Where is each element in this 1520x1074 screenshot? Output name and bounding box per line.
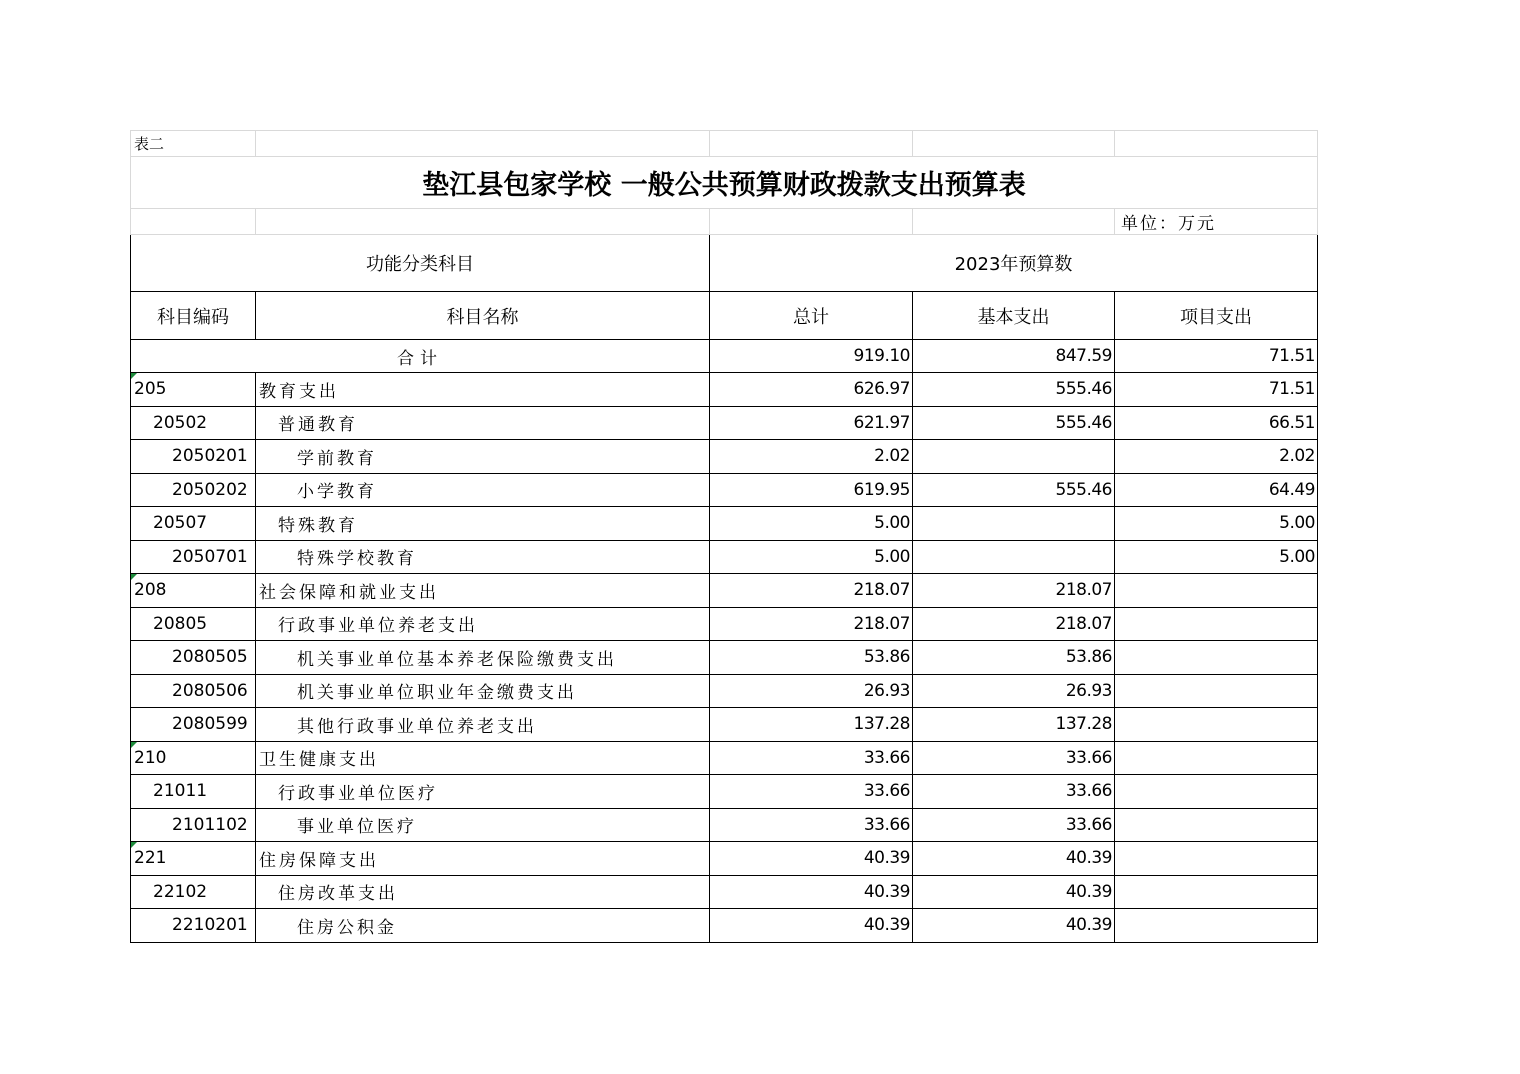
row-name: 机关事业单位职业年金缴费支出	[256, 674, 710, 708]
budget-sheet	[130, 130, 1317, 943]
row-project	[1115, 708, 1318, 742]
header-name: 科目名称	[256, 292, 710, 340]
row-code: 205	[131, 373, 256, 407]
row-basic: 218.07	[913, 574, 1115, 608]
row-total: 40.39	[710, 842, 913, 876]
row-basic	[913, 440, 1115, 474]
row-name: 行政事业单位医疗	[256, 775, 710, 809]
total-project: 71.51	[1115, 340, 1318, 373]
total-label: 合计	[131, 340, 710, 373]
row-project: 66.51	[1115, 406, 1318, 440]
row-name: 住房改革支出	[256, 875, 710, 909]
row-name: 特殊教育	[256, 507, 710, 541]
table-row	[131, 708, 1318, 742]
row-code: 2050201	[131, 440, 256, 474]
row-total: 2.02	[710, 440, 913, 474]
table-row	[131, 674, 1318, 708]
row-name: 特殊学校教育	[256, 540, 710, 574]
unit-label: 单位：万元	[1115, 209, 1318, 235]
header-row-2	[131, 292, 1318, 340]
table-label: 表二	[131, 131, 256, 157]
title-row	[131, 157, 1318, 209]
row-basic: 555.46	[913, 373, 1115, 407]
row-project: 2.02	[1115, 440, 1318, 474]
header-row-1	[131, 235, 1318, 292]
header-basic: 基本支出	[913, 292, 1115, 340]
row-basic: 53.86	[913, 641, 1115, 675]
row-project: 5.00	[1115, 540, 1318, 574]
table-row	[131, 473, 1318, 507]
row-project: 5.00	[1115, 507, 1318, 541]
row-name: 卫生健康支出	[256, 741, 710, 775]
budget-table-body	[131, 235, 1318, 943]
header-total: 总计	[710, 292, 913, 340]
row-total: 5.00	[710, 540, 913, 574]
row-project	[1115, 607, 1318, 641]
row-name: 行政事业单位养老支出	[256, 607, 710, 641]
header-functional-category: 功能分类科目	[131, 235, 710, 292]
row-code: 2101102	[131, 808, 256, 842]
total-basic: 847.59	[913, 340, 1115, 373]
row-code: 20805	[131, 607, 256, 641]
row-name: 住房公积金	[256, 909, 710, 943]
row-code: 2080599	[131, 708, 256, 742]
row-name: 机关事业单位基本养老保险缴费支出	[256, 641, 710, 675]
row-name: 小学教育	[256, 473, 710, 507]
row-total: 33.66	[710, 775, 913, 809]
table-row	[131, 875, 1318, 909]
row-total: 619.95	[710, 473, 913, 507]
table-row	[131, 842, 1318, 876]
row-project	[1115, 674, 1318, 708]
header-budget-group: 2023年预算数	[710, 235, 1318, 292]
row-basic: 555.46	[913, 406, 1115, 440]
table-row	[131, 741, 1318, 775]
row-name: 普通教育	[256, 406, 710, 440]
row-basic: 40.39	[913, 875, 1115, 909]
row-name: 学前教育	[256, 440, 710, 474]
table-row	[131, 775, 1318, 809]
row-total: 40.39	[710, 909, 913, 943]
row-total: 5.00	[710, 507, 913, 541]
row-code: 208	[131, 574, 256, 608]
row-total: 33.66	[710, 741, 913, 775]
total-row	[131, 340, 1318, 373]
row-name: 事业单位医疗	[256, 808, 710, 842]
row-total: 40.39	[710, 875, 913, 909]
row-code: 2050701	[131, 540, 256, 574]
row-project	[1115, 909, 1318, 943]
row-basic	[913, 507, 1115, 541]
table-row	[131, 641, 1318, 675]
row-total: 218.07	[710, 607, 913, 641]
row-code: 2080505	[131, 641, 256, 675]
row-project	[1115, 875, 1318, 909]
row-project	[1115, 641, 1318, 675]
table-label-row	[131, 131, 1318, 157]
total-total: 919.10	[710, 340, 913, 373]
row-total: 26.93	[710, 674, 913, 708]
row-basic: 33.66	[913, 775, 1115, 809]
table-row	[131, 909, 1318, 943]
page-title: 垫江县包家学校 一般公共预算财政拨款支出预算表	[131, 157, 1318, 209]
row-code: 210	[131, 741, 256, 775]
row-project	[1115, 741, 1318, 775]
row-total: 621.97	[710, 406, 913, 440]
row-project	[1115, 808, 1318, 842]
row-basic	[913, 540, 1115, 574]
row-total: 137.28	[710, 708, 913, 742]
table-row	[131, 808, 1318, 842]
row-code: 20502	[131, 406, 256, 440]
header-code: 科目编码	[131, 292, 256, 340]
header-project: 项目支出	[1115, 292, 1318, 340]
row-project	[1115, 574, 1318, 608]
row-basic: 218.07	[913, 607, 1115, 641]
row-basic: 40.39	[913, 842, 1115, 876]
row-basic: 137.28	[913, 708, 1115, 742]
row-code: 22102	[131, 875, 256, 909]
row-code: 221	[131, 842, 256, 876]
row-project: 71.51	[1115, 373, 1318, 407]
table-row	[131, 540, 1318, 574]
row-total: 218.07	[710, 574, 913, 608]
table-row	[131, 406, 1318, 440]
row-code: 21011	[131, 775, 256, 809]
row-project: 64.49	[1115, 473, 1318, 507]
row-code: 2050202	[131, 473, 256, 507]
row-project	[1115, 775, 1318, 809]
row-name: 住房保障支出	[256, 842, 710, 876]
row-name: 其他行政事业单位养老支出	[256, 708, 710, 742]
row-total: 53.86	[710, 641, 913, 675]
row-project	[1115, 842, 1318, 876]
row-code: 20507	[131, 507, 256, 541]
unit-row	[131, 209, 1318, 235]
row-code: 2210201	[131, 909, 256, 943]
row-name: 社会保障和就业支出	[256, 574, 710, 608]
row-name: 教育支出	[256, 373, 710, 407]
row-basic: 40.39	[913, 909, 1115, 943]
row-basic: 33.66	[913, 741, 1115, 775]
table-row	[131, 574, 1318, 608]
table-row	[131, 440, 1318, 474]
table-row	[131, 507, 1318, 541]
table-row	[131, 607, 1318, 641]
budget-table	[130, 130, 1318, 943]
row-code: 2080506	[131, 674, 256, 708]
row-total: 33.66	[710, 808, 913, 842]
row-basic: 555.46	[913, 473, 1115, 507]
row-basic: 26.93	[913, 674, 1115, 708]
table-row	[131, 373, 1318, 407]
row-basic: 33.66	[913, 808, 1115, 842]
row-total: 626.97	[710, 373, 913, 407]
